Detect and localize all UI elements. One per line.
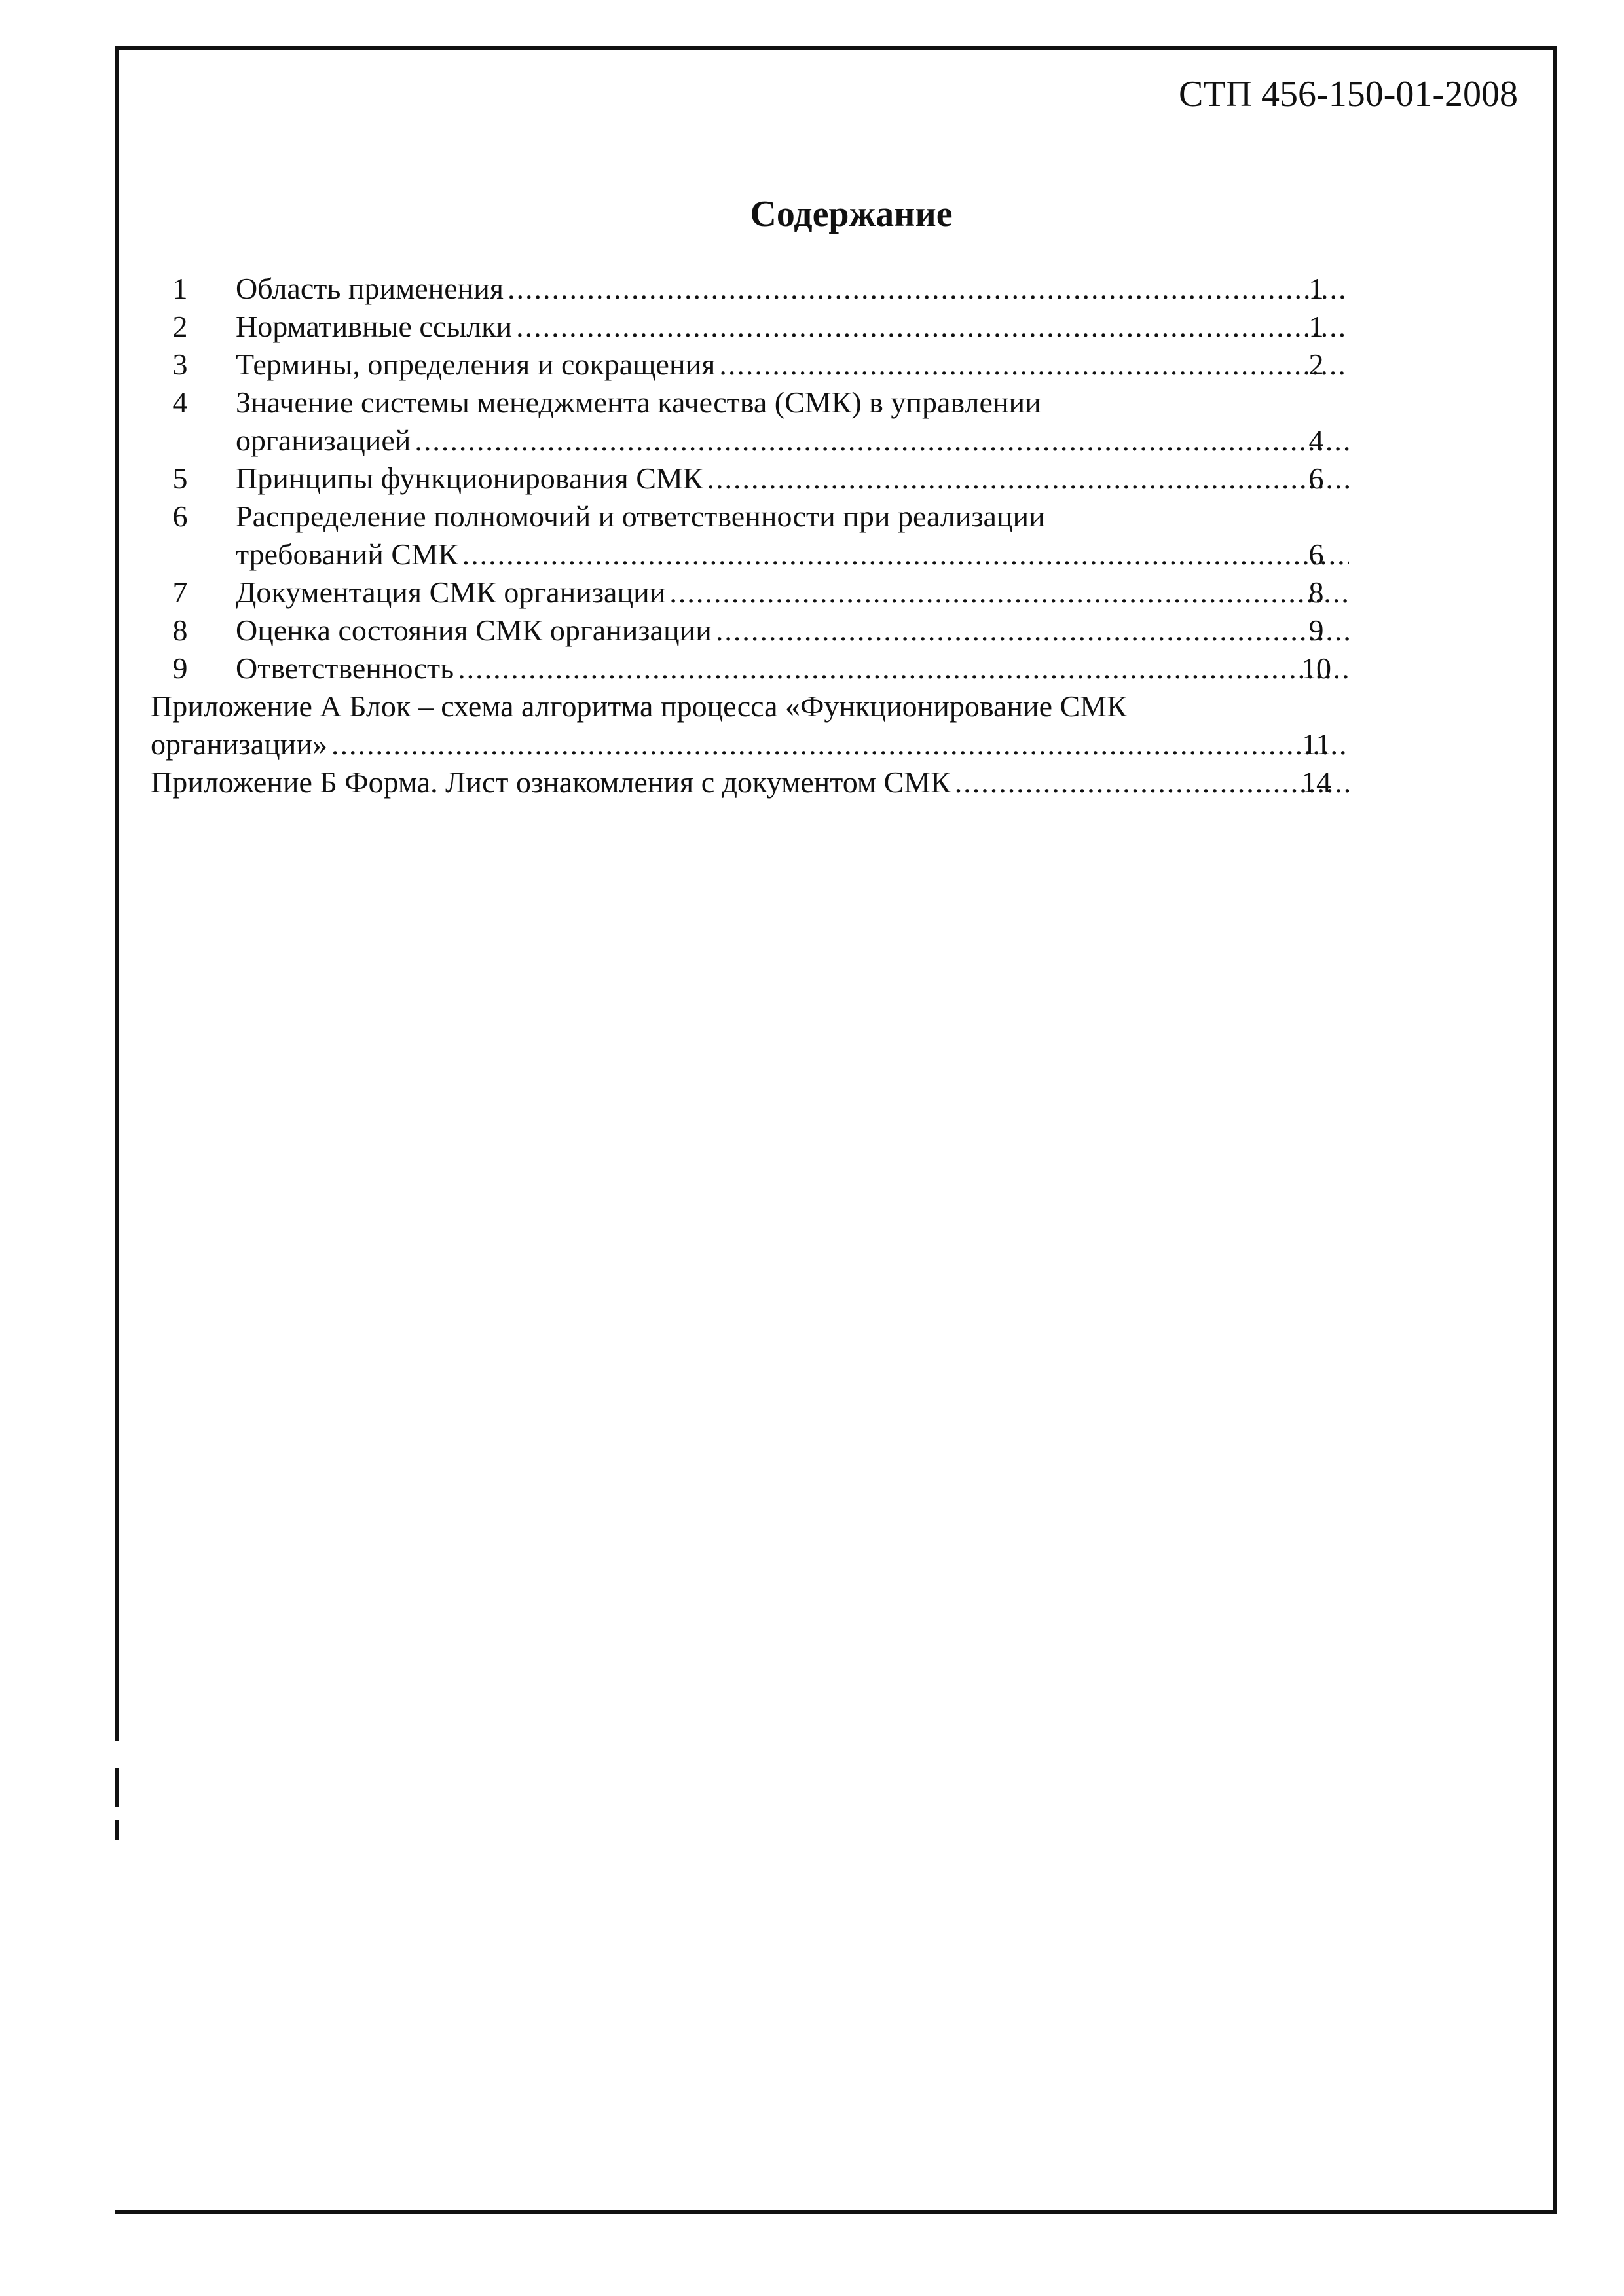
toc-item-number: 1 (172, 272, 188, 305)
toc-item-title: Область применения (236, 272, 504, 305)
dot-leader (516, 308, 1349, 346)
page-frame-right (1553, 46, 1557, 2214)
toc-item-number: 3 (172, 348, 188, 381)
toc-item-page: 14 (1301, 765, 1331, 799)
dot-leader (331, 725, 1349, 763)
dot-leader (669, 574, 1349, 611)
page-frame-left-dash (115, 1768, 119, 1807)
toc-item-number: 7 (172, 575, 188, 609)
toc-item[interactable] (151, 611, 1349, 649)
toc-item-number: 9 (172, 651, 188, 685)
toc-item-title-line1: Распределение полномочий и ответственности при реализации (236, 500, 1045, 533)
toc-item-page: 9 (1308, 613, 1324, 647)
table-of-contents (151, 270, 1349, 801)
toc-item-appendix[interactable] (151, 687, 1349, 763)
toc-item[interactable] (151, 384, 1349, 460)
toc-item-title: Приложение Б Форма. Лист ознакомления с документом СМК (151, 765, 951, 799)
toc-item[interactable] (151, 308, 1349, 346)
toc-item-page: 8 (1308, 575, 1324, 609)
toc-item-title: Оценка состояния СМК организации (236, 613, 712, 647)
toc-item-page: 6 (1308, 538, 1324, 571)
page-frame-left (115, 46, 119, 1741)
toc-item-title: требований СМК (236, 538, 458, 571)
toc-item-page: 6 (1308, 462, 1324, 495)
toc-item[interactable] (151, 460, 1349, 498)
toc-item-title: Документация СМК организации (236, 575, 666, 609)
page-frame-left-dash (115, 1820, 119, 1840)
dot-leader (458, 649, 1349, 687)
toc-item-number: 8 (172, 613, 188, 647)
toc-item-number: 2 (172, 310, 188, 343)
dot-leader (716, 611, 1349, 649)
toc-item-title: Нормативные ссылки (236, 310, 513, 343)
toc-item-page: 2 (1308, 348, 1324, 381)
toc-item-page: 1 (1308, 272, 1324, 305)
page-frame-bottom (115, 2210, 1557, 2214)
toc-item-number: 4 (172, 386, 188, 419)
toc-item-number: 5 (172, 462, 188, 495)
page-frame-top (115, 46, 1557, 50)
toc-item[interactable] (151, 649, 1349, 687)
toc-item-title-line1: Приложение А Блок – схема алгоритма процесса «Функционирование СМК (151, 689, 1127, 723)
dot-leader (719, 346, 1349, 384)
toc-item-title-line1: Значение системы менеджмента качества (СМК) в управлении (236, 386, 1041, 419)
dot-leader (707, 460, 1350, 498)
toc-title: Содержание (750, 194, 953, 234)
dot-leader (415, 422, 1349, 460)
toc-item-title: Принципы функционирования СМК (236, 462, 703, 495)
toc-item[interactable] (151, 574, 1349, 611)
toc-item-page: 10 (1301, 651, 1331, 685)
dot-leader (462, 536, 1349, 574)
toc-item[interactable] (151, 346, 1349, 384)
toc-item-title: организацией (236, 424, 411, 457)
toc-item[interactable] (151, 270, 1349, 308)
toc-item-page: 4 (1308, 424, 1324, 457)
toc-item-title: Ответственность (236, 651, 454, 685)
toc-item-appendix[interactable] (151, 763, 1349, 801)
toc-item-title: организации» (151, 727, 327, 761)
toc-item-title: Термины, определения и сокращения (236, 348, 716, 381)
toc-item[interactable] (151, 498, 1349, 574)
toc-item-number: 6 (172, 500, 188, 533)
dot-leader (507, 270, 1349, 308)
toc-item-page: 11 (1301, 727, 1331, 761)
document-code: СТП 456-150-01-2008 (1179, 74, 1518, 115)
toc-item-page: 1 (1308, 310, 1324, 343)
